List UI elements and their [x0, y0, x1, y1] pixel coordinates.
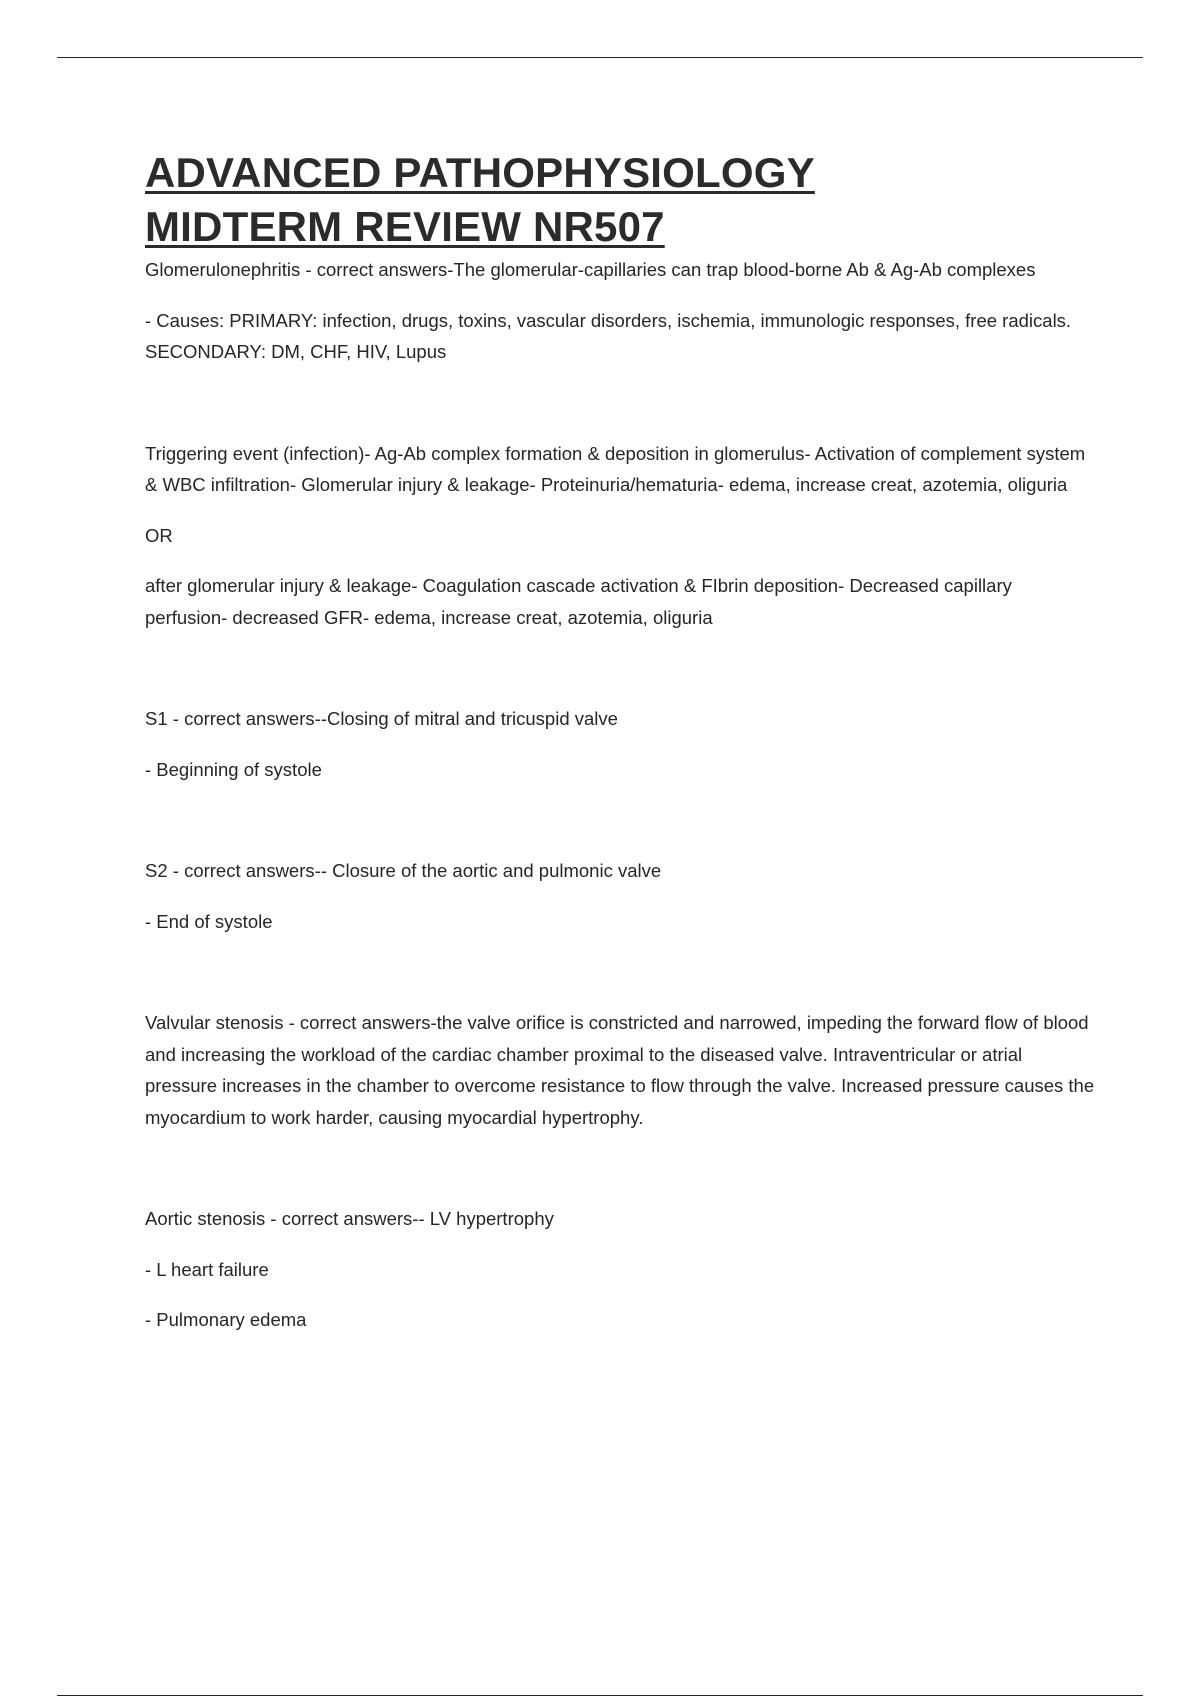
glomerulonephritis-definition: Glomerulonephritis - correct answers-The glomerular-capillaries can trap blood-borne Ab & Ag-Ab complexes: [145, 259, 1036, 280]
document-body: [145, 146, 1095, 1336]
title-line-1: ADVANCED PATHOPHYSIOLOGY: [145, 149, 815, 196]
aortic-stenosis-detail-2: - Pulmonary edema: [145, 1309, 307, 1330]
bottom-rule: [57, 1695, 1143, 1696]
glomerulonephritis-pathway-1: Triggering event (infection)- Ag-Ab complex formation & deposition in glomerulus- Activation of complement system & WBC infiltration- Glomerular injury & leakage- Proteinuria/hematuria- edema, increase creat, azotemia, oliguria: [145, 442, 1086, 495]
glomerulonephritis-or: OR: [145, 524, 173, 546]
s2-detail: - End of systole: [145, 910, 273, 932]
glomerulonephritis-causes: - Causes: PRIMARY: infection, drugs, toxins, vascular disorders, ischemia, immunologic responses, free radicals. SECONDARY: DM, CHF, HIV, Lupus: [145, 309, 1072, 362]
aortic-stenosis-detail-1: - L heart failure: [145, 1258, 269, 1280]
title-line-2: MIDTERM REVIEW NR507: [145, 203, 665, 250]
document-title: [145, 146, 1095, 254]
section-s2: [145, 855, 1095, 937]
section-valvular-stenosis: [145, 1007, 1095, 1133]
section-glomerulonephritis: [145, 254, 1095, 633]
s2-definition: S2 - correct answers-- Closure of the aortic and pulmonic valve: [145, 860, 662, 881]
top-rule: [57, 57, 1143, 58]
aortic-stenosis-definition: Aortic stenosis - correct answers-- LV hypertrophy: [145, 1208, 554, 1229]
section-aortic-stenosis: [145, 1203, 1095, 1336]
s1-definition: S1 - correct answers--Closing of mitral and tricuspid valve: [145, 708, 618, 729]
section-s1: [145, 703, 1095, 785]
glomerulonephritis-pathway-2: after glomerular injury & leakage- Coagulation cascade activation & FIbrin deposition- Decreased capillary perfusion- decreased GFR- edema, increase creat, azotemia, oliguria: [145, 575, 1012, 628]
valvular-stenosis-definition: Valvular stenosis - correct answers-the valve orifice is constricted and narrowed, impeding the forward flow of blood and increasing the workload of the cardiac chamber proximal to the diseased valve. Intraventricular or atrial pressure increases in the chamber to overcome resistance to flow through the valve. Increased pressure causes the myocardium to work harder, causing myocardial hypertrophy.: [145, 1012, 1095, 1128]
s1-detail: - Beginning of systole: [145, 758, 322, 780]
